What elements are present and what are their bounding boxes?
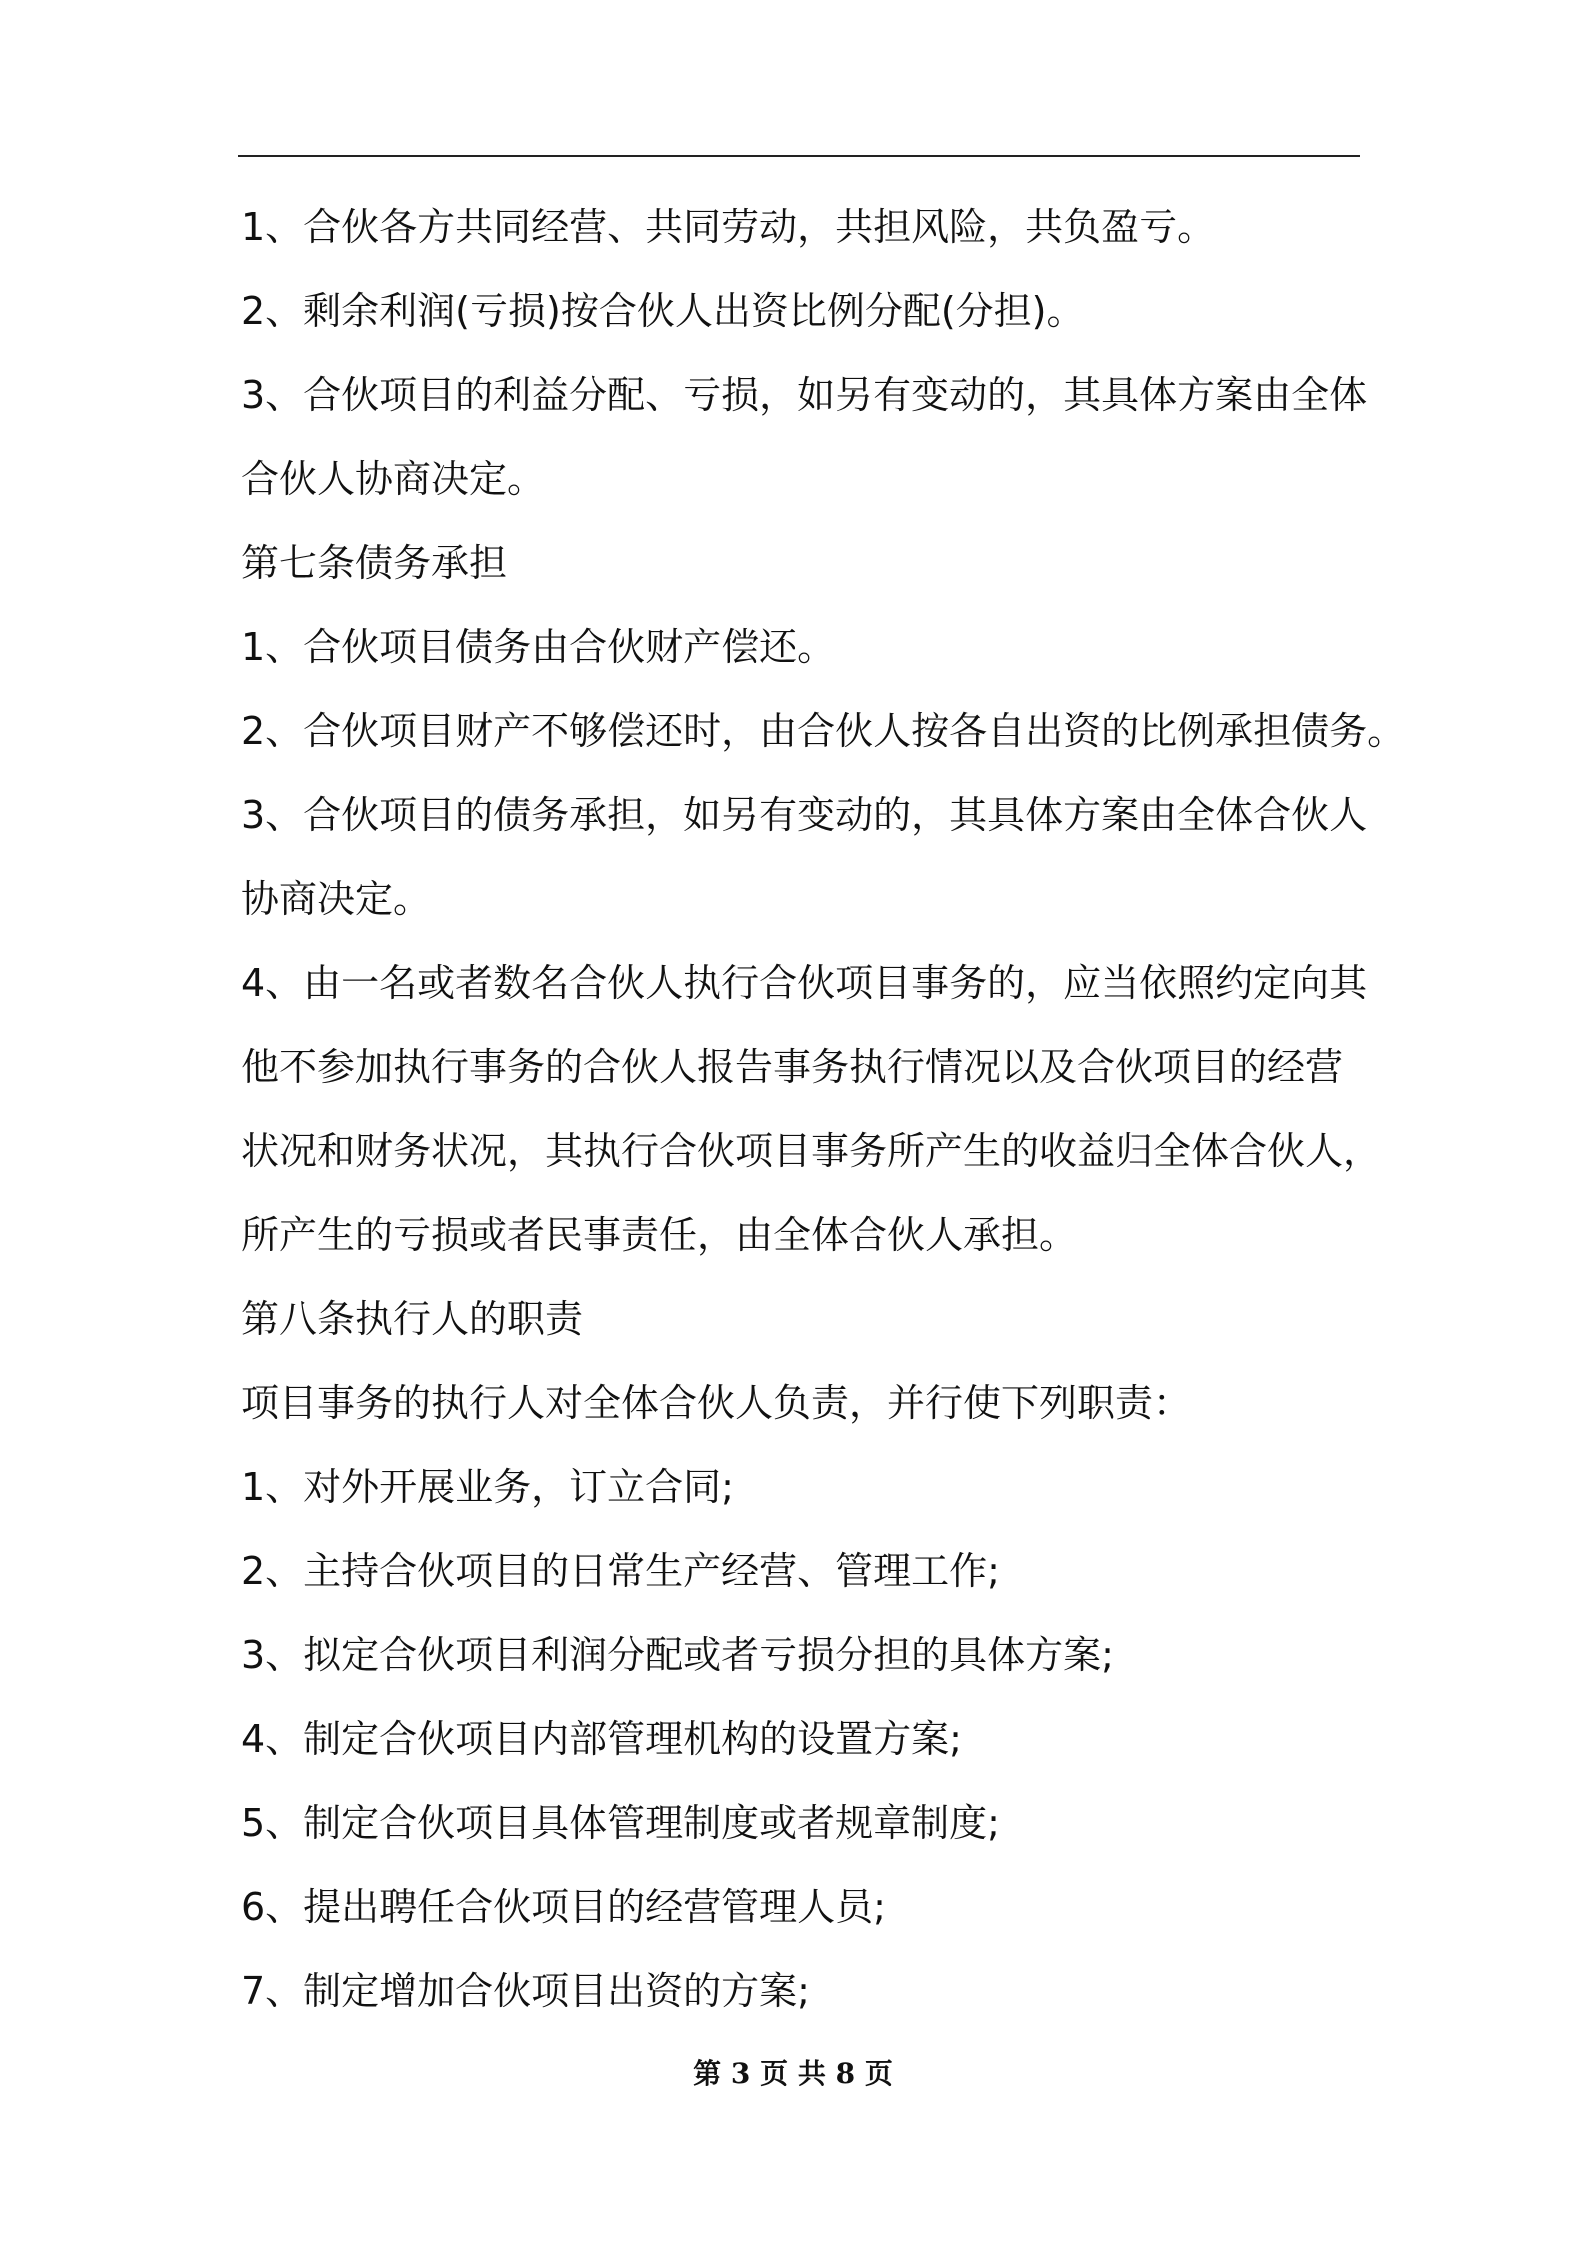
list-item: 2、主持合伙项目的日常生产经营、管理工作; [241,1549,1000,1593]
list-item: 7、制定增加合伙项目出资的方案; [241,1969,810,2013]
list-item: 1、对外开展业务，订立合同; [241,1465,734,1509]
text-line: 项目事务的执行人对全体合伙人负责，并行使下列职责： [241,1381,1192,1425]
list-item: 4、制定合伙项目内部管理机构的设置方案; [241,1717,962,1761]
list-item: 6、提出聘任合伙项目的经营管理人员; [241,1885,886,1929]
text-line: 所产生的亏损或者民事责任，由全体合伙人承担。 [241,1213,1078,1257]
header-rule [238,155,1360,157]
list-item: 3、拟定合伙项目利润分配或者亏损分担的具体方案; [241,1633,1114,1677]
text-line: 协商决定。 [241,877,432,921]
section-heading: 第七条债务承担 [241,541,508,585]
text-line: 1、合伙各方共同经营、共同劳动，共担风险，共负盈亏。 [241,205,1216,249]
text-line: 4、由一名或者数名合伙人执行合伙项目事务的，应当依照约定向其 [241,961,1368,1005]
text-line: 2、剩余利润(亏损)按合伙人出资比例分配(分担)。 [241,289,1085,333]
page-number: 第 3 页 共 8 页 [693,2057,893,2090]
document-body [241,185,1406,2033]
list-item: 5、制定合伙项目具体管理制度或者规章制度; [241,1801,1000,1845]
text-line: 合伙人协商决定。 [241,457,546,501]
section-heading: 第八条执行人的职责 [241,1297,584,1341]
text-line: 状况和财务状况，其执行合伙项目事务所产生的收益归全体合伙人， [241,1129,1382,1173]
text-line: 他不参加执行事务的合伙人报告事务执行情况以及合伙项目的经营 [241,1045,1344,1089]
text-line: 3、合伙项目的债务承担，如另有变动的，其具体方案由全体合伙人 [241,793,1368,837]
text-line: 3、合伙项目的利益分配、亏损，如另有变动的，其具体方案由全体 [241,373,1368,417]
text-line: 1、合伙项目债务由合伙财产偿还。 [241,625,836,669]
text-line: 2、合伙项目财产不够偿还时，由合伙人按各自出资的比例承担债务。 [241,709,1406,753]
